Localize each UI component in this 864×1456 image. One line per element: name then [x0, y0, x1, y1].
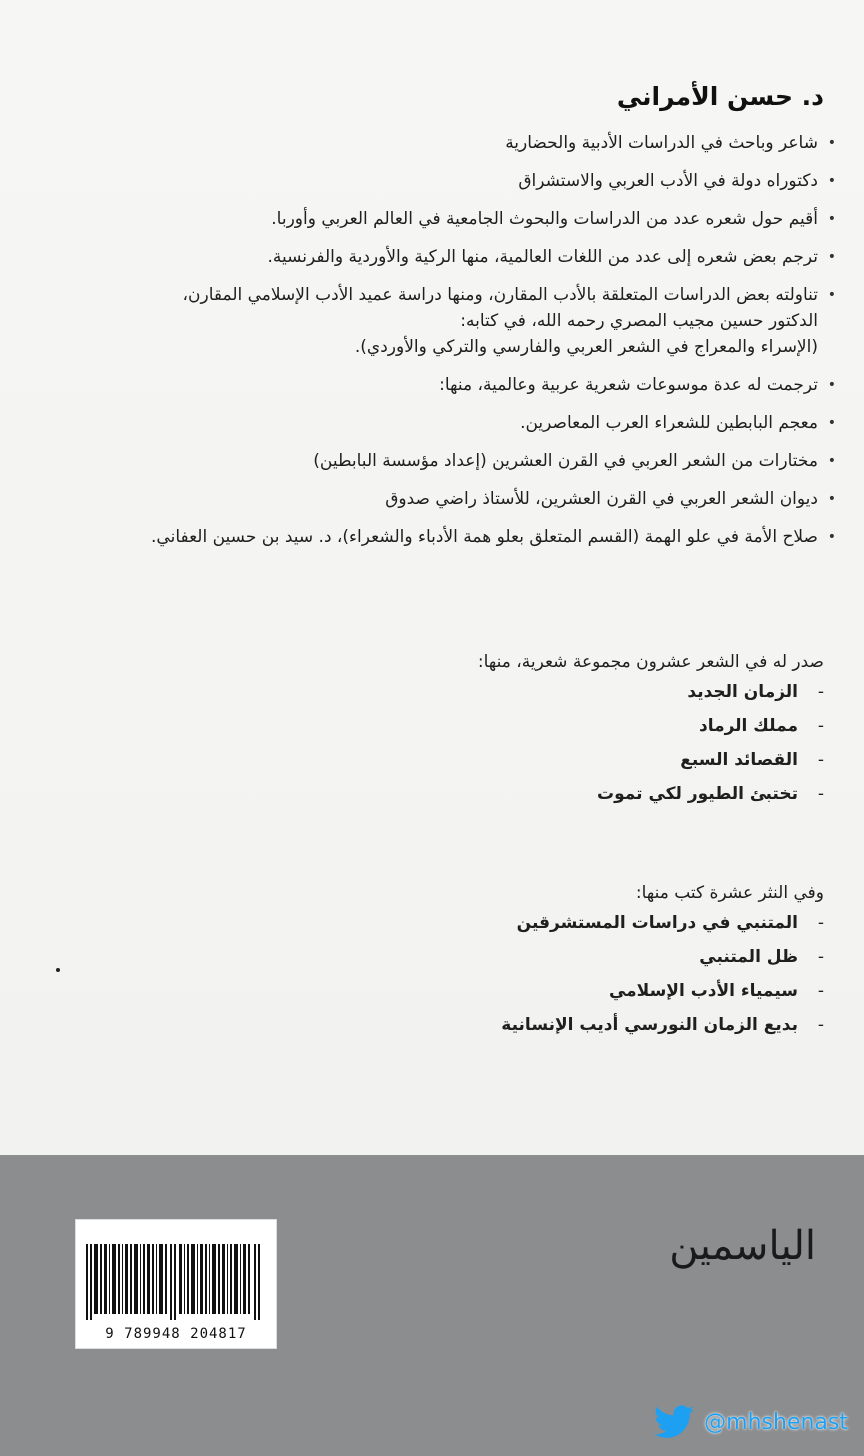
prose-section [44, 883, 824, 1049]
cover-footer-band [0, 1155, 864, 1456]
bullet-icon: • [827, 491, 836, 507]
print-speck [56, 968, 60, 972]
twitter-bird-icon [654, 1405, 694, 1439]
poetry-list [44, 682, 824, 804]
bullet-icon: • [827, 453, 836, 469]
prose-intro: وفي النثر عشرة كتب منها: [635, 883, 824, 903]
bullet-icon: • [827, 529, 836, 545]
poetry-intro: صدر له في الشعر عشرون مجموعة شعرية، منها: [477, 652, 824, 672]
bullet-icon: • [827, 415, 836, 431]
poetry-section [44, 652, 824, 818]
bullet-icon: • [827, 287, 836, 303]
prose-list [44, 913, 824, 1035]
bullet-icon: • [827, 135, 836, 151]
bio-item: • معجم البابطين للشعراء العرب المعاصرين. [36, 410, 836, 436]
isbn-barcode [75, 1219, 277, 1349]
author-bio-list [36, 130, 836, 562]
bio-item: • ترجم بعض شعره إلى عدد من اللغات العالمية، منها الركية والأوردية والفرنسية. [36, 244, 836, 270]
list-item: -سيمياء الأدب الإسلامي [608, 981, 824, 1001]
list-item: -المتنبي في دراسات المستشرقين [516, 913, 824, 933]
author-name: د. حسن الأمراني [616, 82, 824, 111]
list-item: -الزمان الجديد [687, 682, 824, 702]
social-handle: @mhshenast [704, 1409, 848, 1435]
bullet-icon: • [827, 211, 836, 227]
barcode-icon [82, 1244, 270, 1320]
list-item: -بديع الزمان النورسي أديب الإنسانية [501, 1015, 824, 1035]
list-item: -تختبئ الطيور لكي تموت [597, 784, 824, 804]
list-item: -القصائد السبع [680, 750, 824, 770]
bio-item: • شاعر وباحث في الدراسات الأدبية والحضارية [36, 130, 836, 156]
social-watermark [654, 1405, 848, 1439]
bio-item: • ديوان الشعر العربي في القرن العشرين، للأستاذ راضي صدوق [36, 486, 836, 512]
bio-item: • ترجمت له عدة موسوعات شعرية عربية وعالمية، منها: [36, 372, 836, 398]
bio-item: • دكتوراه دولة في الأدب العربي والاستشراق [36, 168, 836, 194]
bullet-icon: • [827, 173, 836, 189]
bio-item: • صلاح الأمة في علو الهمة (القسم المتعلق بعلو همة الأدباء والشعراء)، د. سيد بن حسين العفاني. [36, 524, 836, 550]
list-item: -مملك الرماد [698, 716, 824, 736]
bio-item: • أقيم حول شعره عدد من الدراسات والبحوث الجامعية في العالم العربي وأوربا. [36, 206, 836, 232]
publisher-logo: الياسمين [669, 1223, 816, 1269]
bio-item: • تناولته بعض الدراسات المتعلقة بالأدب المقارن، ومنها دراسة عميد الأدب الإسلامي المقارن، الدكتور حسين مجيب المصري رحمه الله، في كتابه: (الإسراء والمعراج في الشعر العربي والفارسي والتركي والأوردي). [36, 282, 836, 360]
list-item: -ظل المتنبي [699, 947, 824, 967]
bullet-icon: • [827, 249, 836, 265]
isbn-number: 9 789948 204817 [105, 1326, 247, 1342]
bullet-icon: • [827, 377, 836, 393]
bio-item: • مختارات من الشعر العربي في القرن العشرين (إعداد مؤسسة البابطين) [36, 448, 836, 474]
